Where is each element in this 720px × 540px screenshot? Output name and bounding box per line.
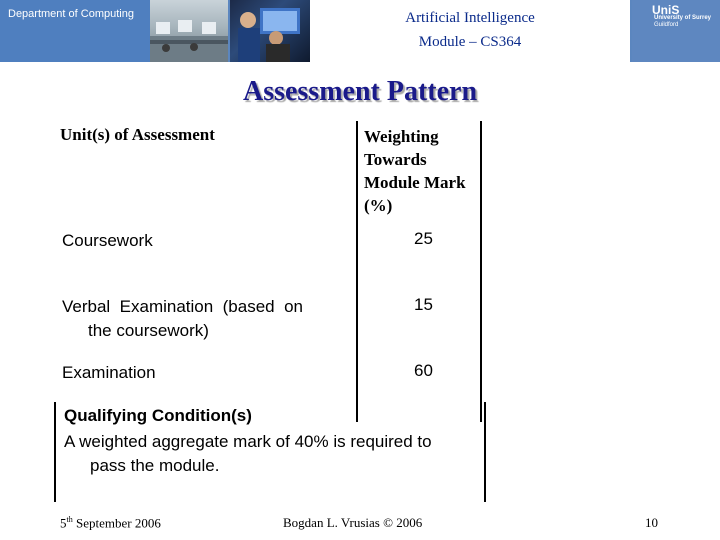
lab-photo-image: [150, 0, 228, 62]
table-row: [54, 224, 481, 290]
qualifying-line2: pass the module.: [90, 456, 220, 475]
header-banner: [0, 0, 720, 62]
weight-cell: 60: [357, 356, 481, 422]
students-photo: [230, 0, 310, 62]
qualifying-condition-box: [54, 402, 486, 502]
footer-date-rest: September 2006: [72, 515, 161, 531]
logo-university-name: University of Surrey: [654, 15, 712, 21]
footer-date: [60, 515, 161, 531]
footer-date-day: 5: [60, 515, 67, 531]
header-weighting-line2: Towards: [364, 150, 427, 169]
weight-cell: 15: [357, 290, 481, 356]
unit-line: Coursework: [62, 231, 153, 250]
unit-line-continued: the coursework): [88, 321, 209, 340]
department-label: Department of Computing: [8, 8, 134, 20]
qualifying-line1: A weighted aggregate mark of 40% is required to: [64, 432, 432, 451]
university-logo: [632, 0, 720, 62]
header-weighting-line3: Module Mark: [364, 173, 466, 192]
unit-cell: [54, 224, 357, 290]
assessment-table: [54, 121, 482, 422]
module-name: Artificial Intelligence: [405, 10, 535, 26]
department-banner: [0, 0, 150, 62]
table-header-row: [54, 121, 481, 224]
table-row: [54, 290, 481, 356]
slide-title: Assessment Pattern: [242, 76, 478, 107]
qualifying-heading: Qualifying Condition(s): [64, 406, 252, 425]
qualifying-text: [64, 430, 480, 478]
lab-photo: [150, 0, 228, 62]
page-number: 10: [645, 515, 658, 530]
module-code: Module – CS364: [418, 34, 522, 50]
logo-mark: UniS: [652, 3, 680, 17]
unit-cell: [54, 290, 357, 356]
footer-date-suffix: th: [66, 515, 73, 524]
logo-location: Guildford: [654, 22, 679, 28]
unit-line: Examination: [62, 363, 156, 382]
unit-line: Verbal Examination (based on: [62, 297, 303, 316]
footer-author: Bogdan L. Vrusias © 2006: [283, 515, 423, 530]
header-weighting-line4: (%): [364, 196, 393, 215]
module-title-box: [310, 0, 630, 62]
header-weighting: [357, 121, 481, 224]
students-photo-image: [230, 0, 310, 62]
header-unit: Unit(s) of Assessment: [60, 125, 215, 144]
weight-cell: 25: [357, 224, 481, 290]
header-weighting-line1: Weighting: [364, 127, 439, 146]
